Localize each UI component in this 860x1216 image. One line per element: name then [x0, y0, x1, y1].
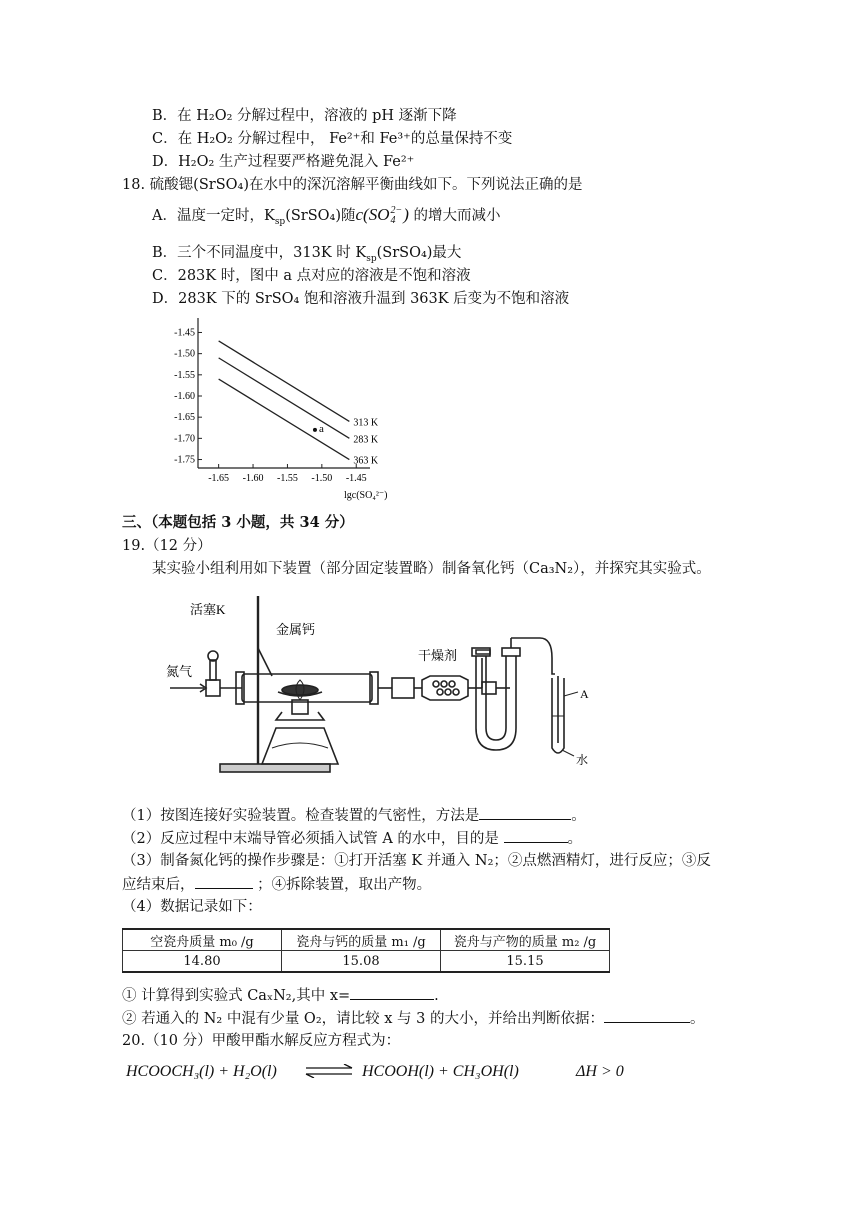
- q19-part-3-cont: 应结束后， ；④拆除装置，取出产物。: [122, 874, 431, 895]
- point-a: [313, 428, 317, 432]
- x-tick-label: -1.50: [311, 473, 333, 484]
- y-tick-label: -1.55: [174, 369, 195, 381]
- q18-option-b: B．三个不同温度中，313K 时 $K_{sp}(SrSO_4)$最大: [152, 245, 462, 264]
- point-a-label: a: [318, 422, 324, 435]
- table-cell: 15.15: [441, 951, 610, 973]
- apparatus-diagram: [160, 588, 610, 778]
- solubility-chart: [130, 312, 400, 507]
- y-tick-label: -1.75: [174, 454, 195, 466]
- valve-k-icon: [206, 680, 220, 696]
- q19-part-3: （3）制备氮化钙的操作步骤是：①打开活塞 K 并通入 N₂；②点燃酒精灯，进行反应；③反: [122, 853, 711, 869]
- q19-part-2: （2）反应过程中末端导管必须插入试管 A 的水中，目的是 。: [122, 828, 582, 849]
- series-line: [219, 379, 350, 459]
- q17-option-d: D．H₂O₂ 生产过程要严格避免混入 Fe²⁺: [152, 154, 415, 170]
- drying-tube-icon: [422, 676, 468, 700]
- data-table: [122, 928, 610, 973]
- series-label: 363 K: [353, 455, 379, 467]
- x-tick-label: -1.55: [277, 473, 298, 484]
- table-header: 空瓷舟质量 m₀ /g: [123, 929, 282, 951]
- valve-k-label: 活塞K: [190, 602, 226, 617]
- q19-item-1: ① 计算得到实验式 CaₓN₂,其中 x= .: [122, 985, 439, 1006]
- table-cell: 14.80: [123, 951, 282, 973]
- y-tick-label: -1.70: [174, 433, 195, 445]
- q19-item-2: ② 若通入的 N₂ 中混有少量 O₂，请比较 x 与 3 的大小，并给出判断依据： 。: [122, 1008, 704, 1029]
- x-axis-label: lgc(SO₄²⁻): [344, 490, 388, 501]
- q18-option-c: C．283K 时，图中 a 点对应的溶液是不饱和溶液: [152, 268, 471, 284]
- series-line: [219, 358, 350, 438]
- section-3-title: 三、（本题包括 3 小题，共 34 分）: [122, 514, 354, 531]
- q19-part-1: （1）按图连接好实验装置。检查装置的气密性，方法是 。: [122, 805, 586, 826]
- q18-option-d: D．283K 下的 SrSO₄ 饱和溶液升温到 363K 后变为不饱和溶液: [152, 291, 570, 307]
- q17-option-b: B．在 H₂O₂ 分解过程中，溶液的 pH 逐渐下降: [152, 108, 457, 124]
- q17-option-c: C．在 H₂O₂ 分解过程中， Fe²⁺和 Fe³⁺的总量保持不变: [152, 131, 513, 147]
- q20-equation-left: HCOOCH₃(l) + H₂O(l): [126, 1063, 277, 1080]
- equilibrium-arrow-icon: [304, 1064, 354, 1078]
- series-label: 313 K: [353, 417, 379, 429]
- calcium-label: 金属钙: [276, 622, 316, 637]
- table-header: 瓷舟与产物的质量 m₂ /g: [441, 929, 610, 951]
- y-tick-label: -1.60: [174, 391, 195, 402]
- q18-option-a: A．温度一定时，$K_{sp}(SrSO_4)$随c(SO 2− 4 ) 的增大而减小: [152, 205, 501, 227]
- series-label: 283 K: [353, 434, 379, 446]
- y-tick-label: -1.45: [174, 327, 195, 339]
- table-cell: 15.08: [282, 951, 441, 973]
- sulfate-concentration-expr: c(SO 2− 4 ): [355, 205, 409, 227]
- x-tick-label: -1.45: [345, 473, 367, 484]
- q19-stem: 某实验小组利用如下装置（部分固定装置略）制备氧化钙（Ca₃N₂），并探究其实验式。: [152, 561, 711, 577]
- y-tick-label: -1.65: [174, 412, 195, 424]
- x-tick-label: -1.60: [242, 473, 264, 484]
- q20-enthalpy: ΔH > 0: [576, 1063, 624, 1080]
- dryer-label: 干燥剂: [418, 648, 458, 663]
- q20-equation-right: HCOOH(l) + CH₃OH(l): [362, 1063, 519, 1080]
- q19-heading: 19.（12 分）: [122, 538, 212, 554]
- x-tick-label: -1.65: [208, 473, 230, 484]
- q18-stem: 18. 硫酸锶(SrSO₄)在水中的深沉溶解平衡曲线如下。下列说法正确的是: [122, 177, 583, 193]
- water-label: 水: [576, 753, 589, 767]
- series-line: [219, 341, 350, 421]
- table-header: 瓷舟与钙的质量 m₁ /g: [282, 929, 441, 951]
- q20-heading: 20.（10 分）甲酸甲酯水解反应方程式为：: [122, 1033, 401, 1049]
- tube-a-label: A: [580, 687, 589, 701]
- nitrogen-label: 氮气: [166, 664, 193, 679]
- q19-part-4: （4）数据记录如下：: [122, 899, 262, 915]
- y-tick-label: -1.50: [174, 348, 195, 360]
